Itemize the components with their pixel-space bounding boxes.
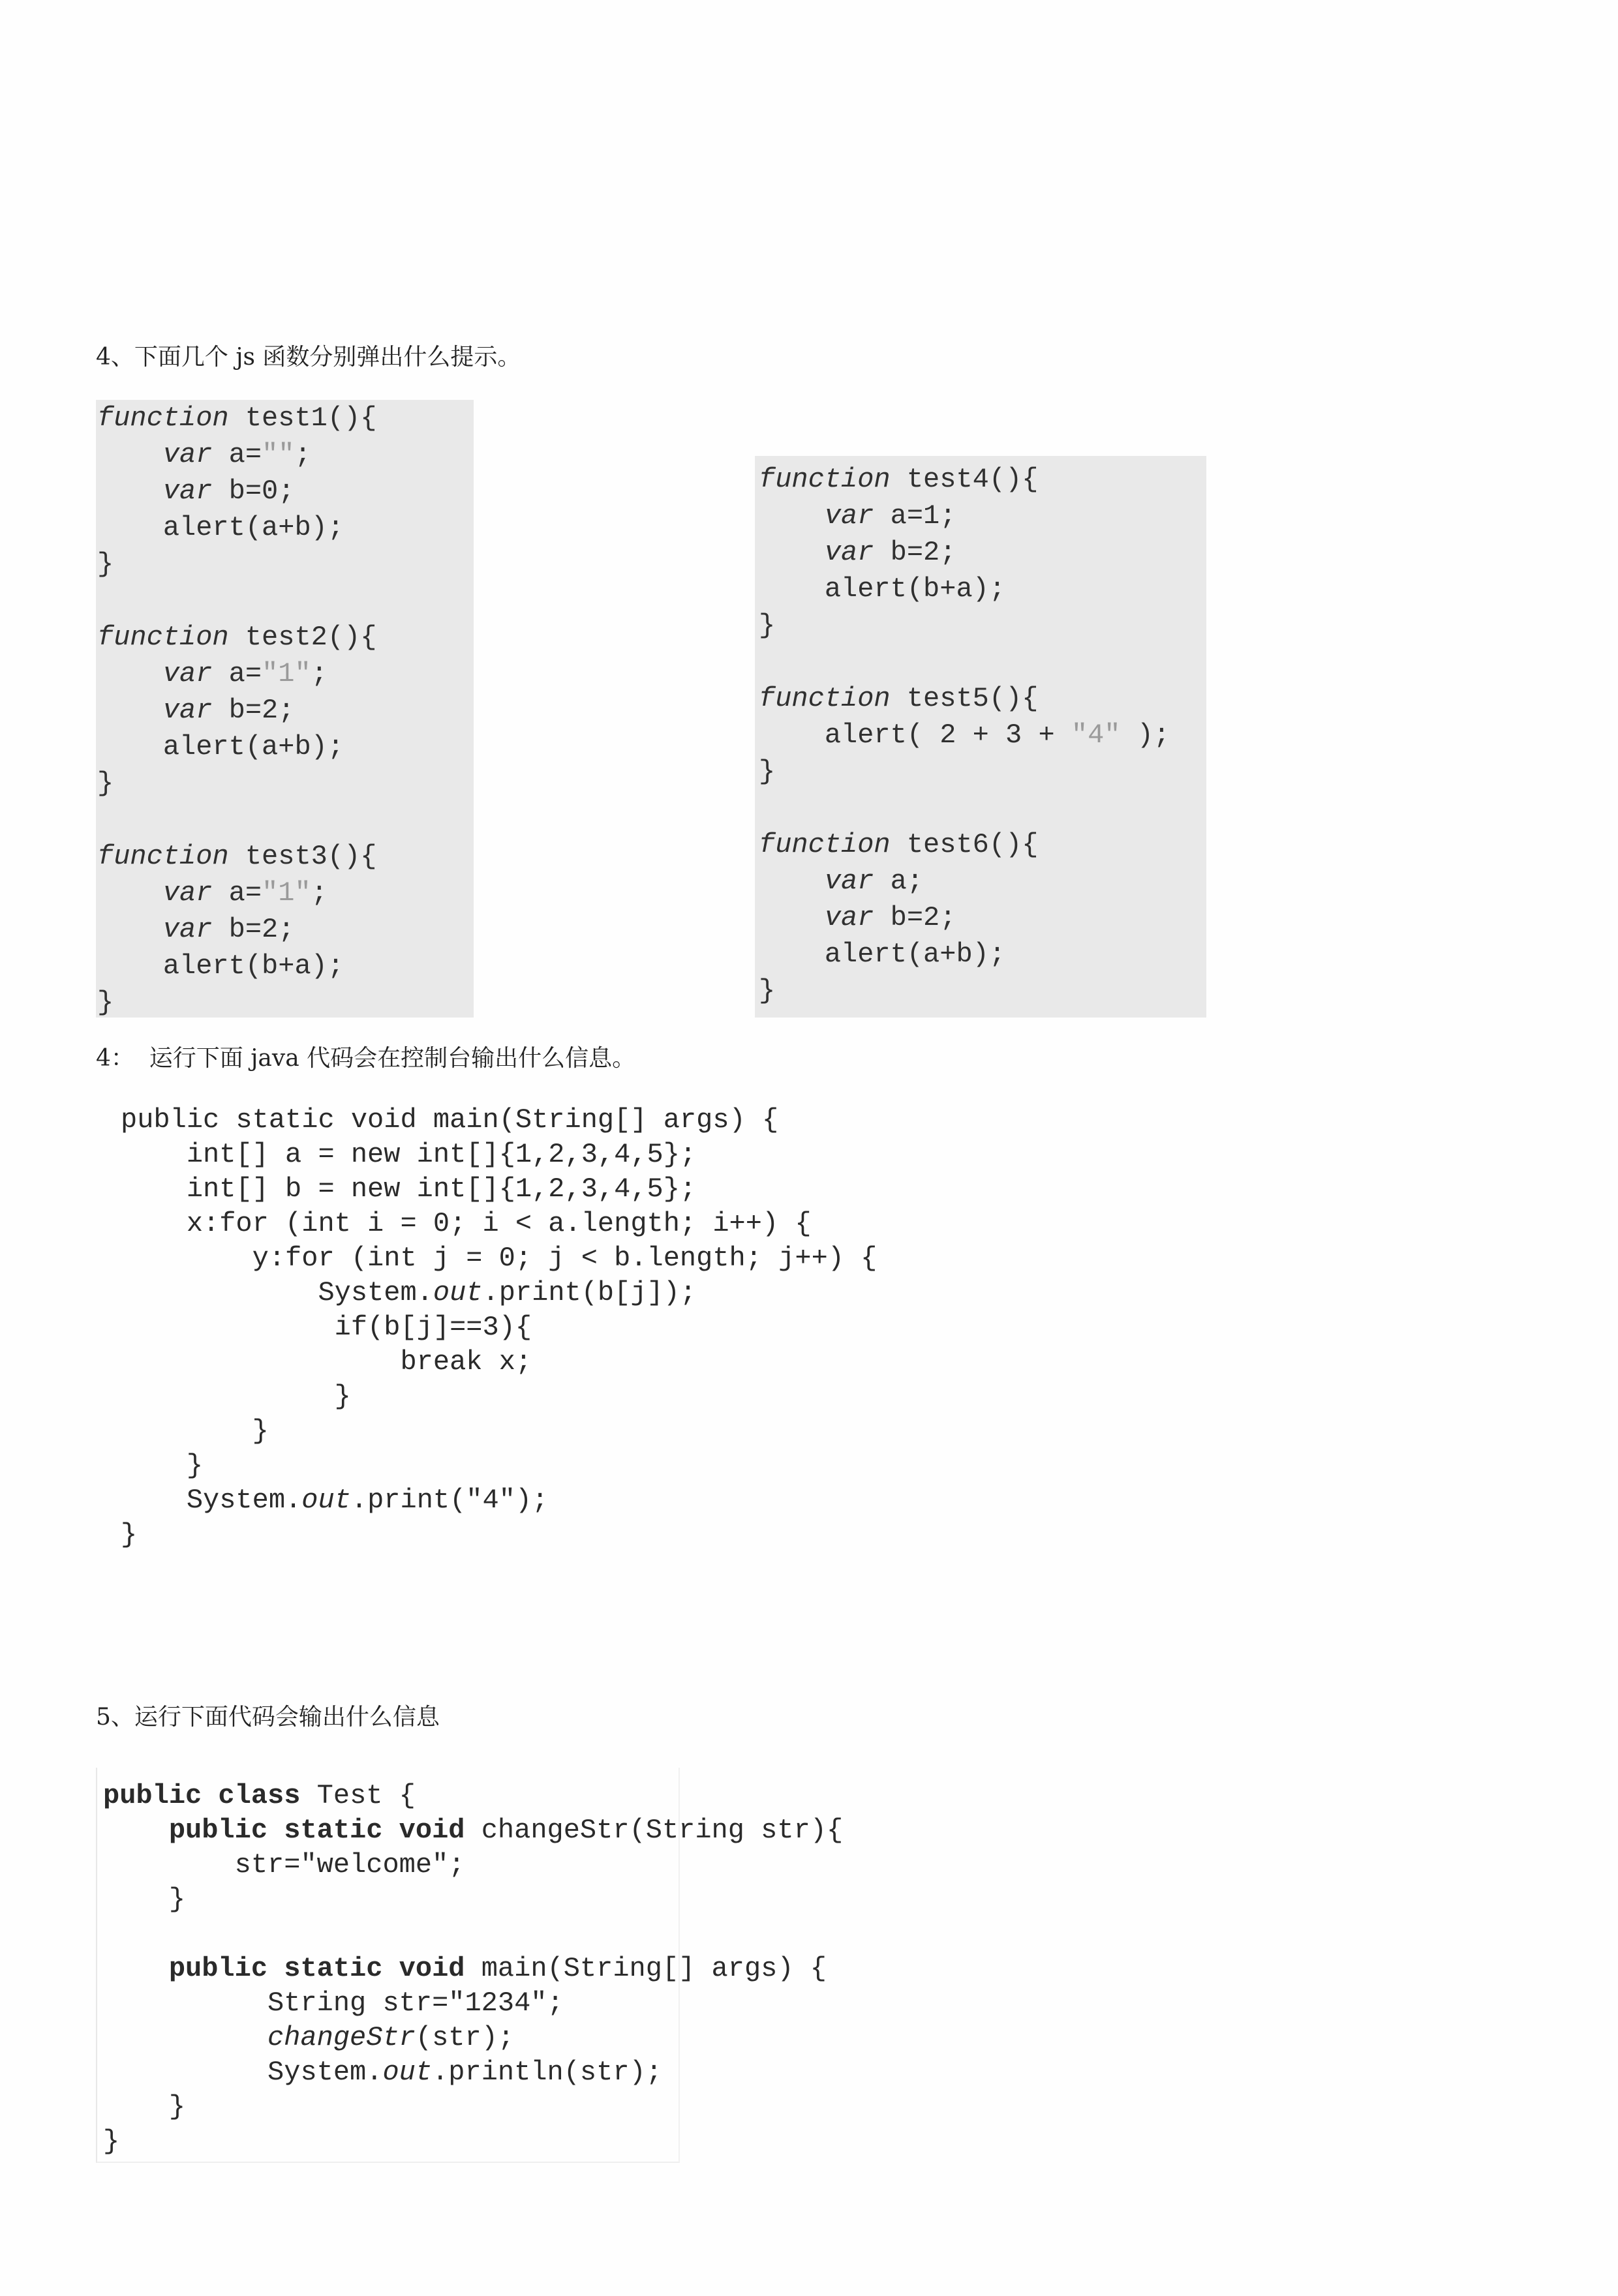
code-keyword: var [824,866,874,897]
question-4-java-prompt: 4： 运行下面 java 代码会在控制台输出什么信息。 [96,1045,636,1072]
code-line [121,1241,877,1276]
code-text: b=2; [874,902,956,933]
code-line [97,911,474,948]
code-line [103,2055,679,2090]
code-line [97,400,474,436]
code-text: .print(b[j]); [482,1277,697,1308]
code-line [121,1518,877,1552]
code-text: .print("4"); [350,1485,549,1516]
code-text: } [168,1884,186,1915]
code-text: a=1; [874,500,956,532]
question-5-prompt: 5、运行下面代码会输出什么信息 [96,1704,440,1730]
code-text: test1(){ [228,402,377,434]
code-line [97,838,474,875]
code-line [97,619,474,656]
code-text: a= [212,658,262,689]
code-line [759,607,1206,644]
code-line [759,498,1206,534]
code-italic-field: out [433,1277,483,1308]
code-line [97,875,474,911]
code-text: str="welcome"; [234,1849,465,1881]
code-line [97,765,474,802]
code-text: test2(){ [228,622,377,653]
code-line [759,461,1206,498]
code-text: ; [311,658,328,689]
code-keyword: var [162,914,213,945]
code-text: alert(a+b); [162,731,344,763]
code-line [103,1779,679,1813]
code-line [97,729,474,765]
code-line [759,973,1206,1009]
code-line [121,1345,877,1380]
code-keyword: function [759,464,891,495]
code-keyword: public class [103,1780,301,1811]
class-code-block [96,1768,844,2163]
code-line [121,1172,877,1207]
code-text: } [168,2091,186,2122]
code-line [759,826,1206,863]
code-text: b=2; [212,695,295,726]
code-string: "1" [262,658,311,689]
code-line [103,1848,679,1882]
code-text: test5(){ [890,683,1039,714]
code-line [97,473,474,509]
code-italic-field: out [382,2057,433,2088]
code-italic-method: changeStr [267,2022,416,2053]
code-line [759,936,1206,973]
code-text: } [759,975,776,1006]
code-text: main(String[] args) { [465,1953,827,1984]
code-keyword: var [824,500,874,532]
code-line [759,717,1206,753]
code-line [103,1952,827,1986]
js-code-block-right [755,456,1206,1018]
code-line [759,899,1206,936]
code-keyword: function [97,841,229,872]
code-text: System. [186,1485,302,1516]
code-keyword: var [162,476,213,507]
code-line [103,2124,679,2159]
code-text: if(b[j]==3){ [334,1312,532,1343]
code-text: ; [311,877,328,909]
code-text: break x; [400,1346,532,1378]
blank-line [97,802,474,838]
code-keyword: function [759,829,891,860]
code-text: a= [212,877,262,909]
blank-line [97,582,474,619]
blank-line [103,1917,679,1952]
code-line [97,436,474,473]
code-line [121,1449,877,1483]
code-text: test6(){ [890,829,1039,860]
question-4-js-prompt: 4、下面几个 js 函数分别弹出什么提示。 [96,344,521,370]
code-keyword: var [162,695,213,726]
code-string: "" [262,439,295,470]
code-line [97,692,474,729]
code-text: alert(b+a); [162,950,344,982]
code-keyword: function [97,402,229,434]
code-text: } [97,549,114,580]
code-text: } [186,1450,204,1481]
code-text: } [103,2126,120,2157]
code-keyword: function [759,683,891,714]
code-line [759,680,1206,717]
code-text: } [759,610,776,641]
code-keyword: public static void [168,1815,465,1846]
code-keyword: var [162,877,213,909]
code-line [121,1103,877,1138]
code-text: a= [212,439,262,470]
code-line [103,1813,844,1848]
code-text: } [97,768,114,799]
code-text: alert(b+a); [824,573,1006,605]
code-text: } [759,756,776,787]
code-line [103,1882,679,1917]
code-text: alert(a+b); [162,512,344,543]
code-line [103,1986,679,2021]
code-text: x:for (int i = 0; i < a.length; i++) { [186,1208,812,1239]
code-line [103,2090,679,2124]
code-text: } [252,1415,269,1447]
code-string: "1" [262,877,311,909]
code-keyword: public static void [168,1953,465,1984]
code-line [121,1207,877,1241]
blank-line [759,790,1206,826]
code-text: System. [318,1277,433,1308]
code-text: a; [874,866,924,897]
code-line [759,571,1206,607]
java-code-block [121,1103,877,1552]
code-text: (str); [415,2022,515,2053]
code-keyword: var [162,439,213,470]
code-line [121,1414,877,1449]
code-keyword: var [824,902,874,933]
code-line [121,1276,877,1310]
code-string: "4" [1071,719,1121,751]
code-text: int[] b = new int[]{1,2,3,4,5}; [186,1173,697,1205]
code-text: alert(a+b); [824,939,1006,970]
code-text: b=2; [874,537,956,568]
code-text: y:for (int j = 0; j < b.length; j++) { [252,1243,878,1274]
code-text: public static void main(String[] args) { [121,1104,779,1136]
code-text: alert( 2 + 3 + [824,719,1071,751]
code-text: Test { [300,1780,416,1811]
code-line [97,509,474,546]
code-text: } [334,1381,351,1412]
blank-line [759,644,1206,680]
code-keyword: function [97,622,229,653]
code-text: b=2; [212,914,295,945]
code-line [759,534,1206,571]
code-line [97,984,474,1021]
code-line [759,753,1206,790]
code-line [121,1138,877,1172]
code-line [121,1483,877,1518]
code-text: test3(){ [228,841,377,872]
js-code-block-left [96,400,474,1018]
code-line [103,2021,679,2055]
code-text: } [121,1519,138,1550]
code-line [97,656,474,692]
code-text: String str="1234"; [267,1987,564,2019]
code-italic-field: out [301,1485,351,1516]
code-text: ); [1120,719,1170,751]
code-keyword: var [162,658,213,689]
code-text: .println(str); [432,2057,662,2088]
code-line [97,546,474,582]
code-text: b=0; [212,476,295,507]
code-line [97,948,474,984]
code-text: } [97,987,114,1018]
code-text: ; [294,439,311,470]
code-text: int[] a = new int[]{1,2,3,4,5}; [186,1139,697,1170]
code-text: changeStr(String str){ [465,1815,844,1846]
code-line [759,863,1206,899]
code-line [121,1310,877,1345]
code-text: test4(){ [890,464,1039,495]
code-text: System. [267,2057,383,2088]
code-keyword: var [824,537,874,568]
code-line [121,1380,877,1414]
